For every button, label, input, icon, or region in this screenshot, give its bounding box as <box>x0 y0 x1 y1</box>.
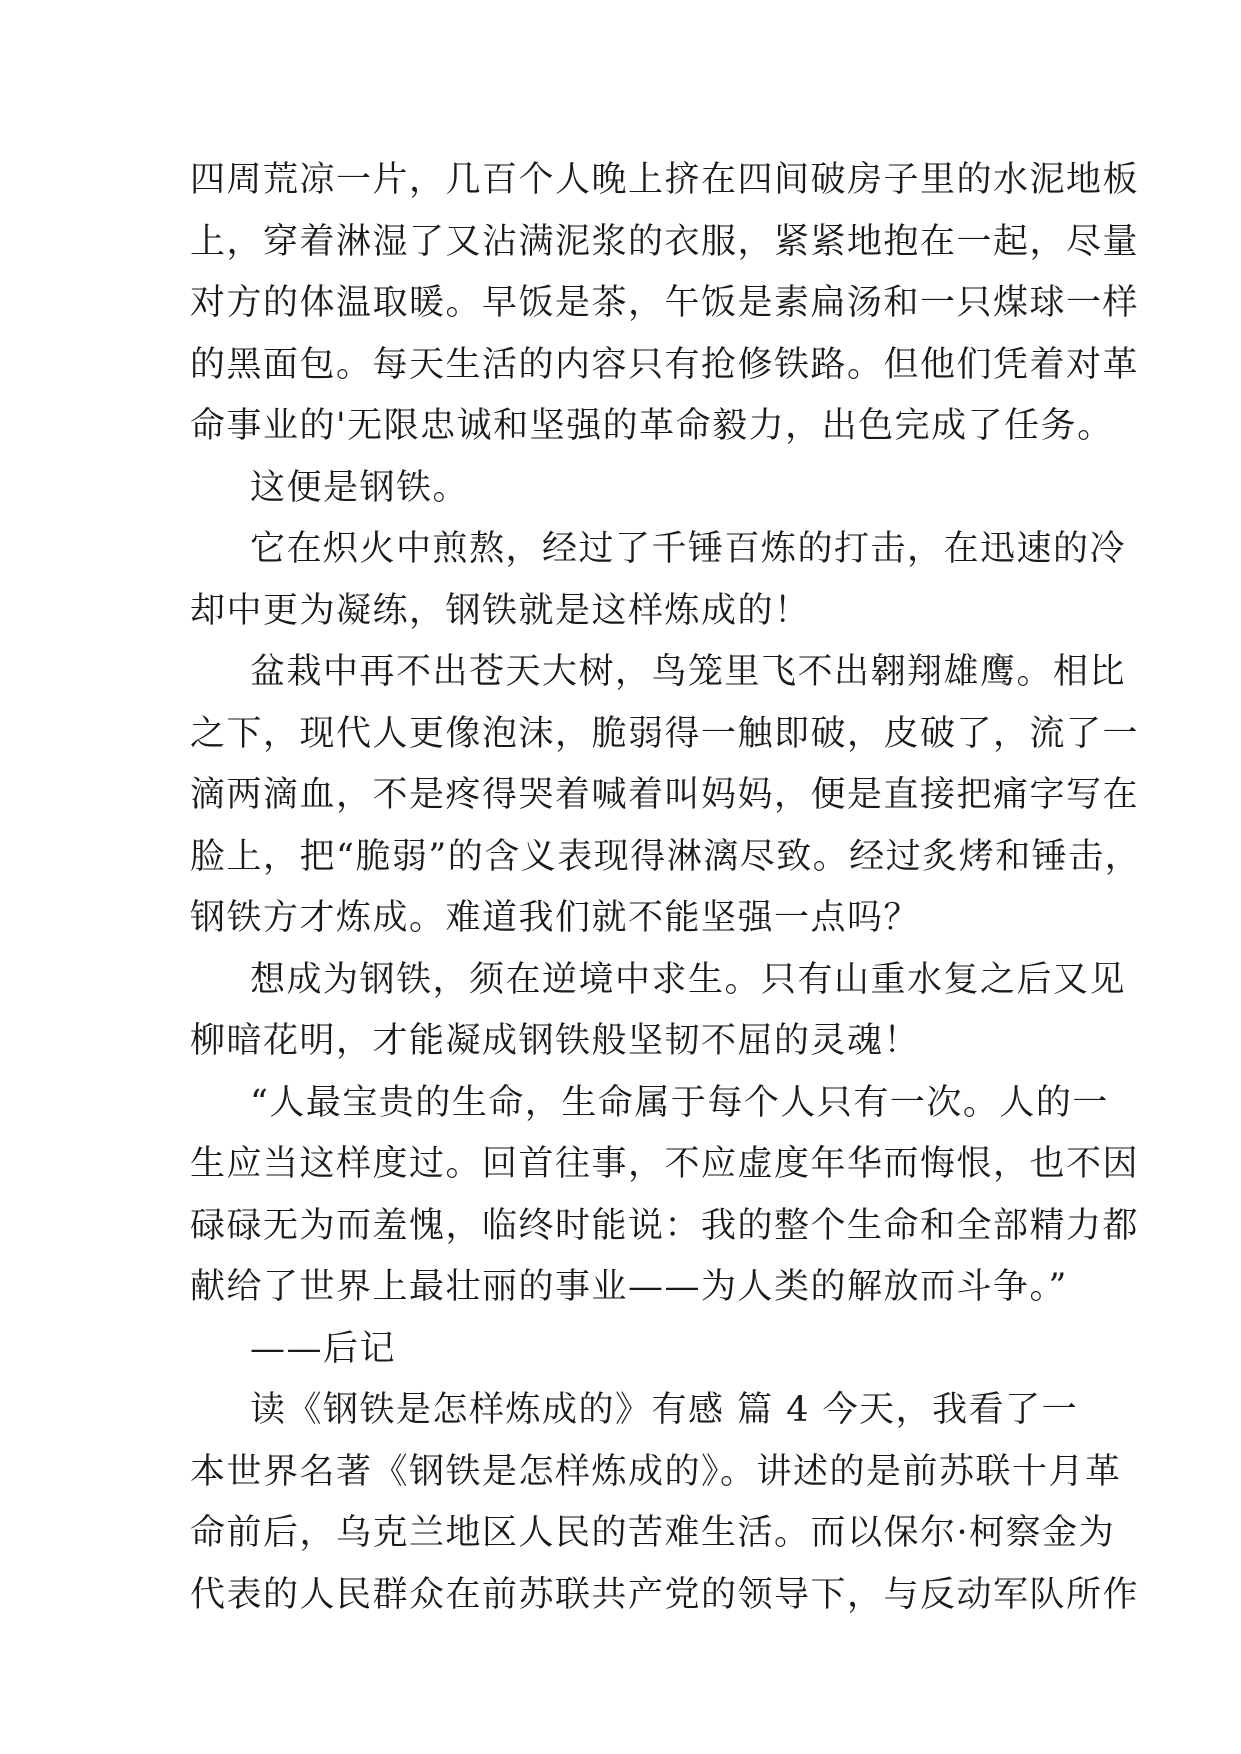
document-body <box>190 150 1142 1626</box>
text-line: 上，穿着淋湿了又沾满泥浆的衣服，紧紧地抱在一起，尽量 <box>190 221 1140 262</box>
text-line: 它在炽火中煎熬，经过了千锤百炼的打击，在迅速的冷 <box>250 529 1127 569</box>
text-line: 本世界名著《钢铁是怎样炼成的》。讲述的是前苏联十月革 <box>190 1451 1122 1492</box>
text-line: 读《钢铁是怎样炼成的》有感 篇 4 今天，我看了一 <box>250 1390 1079 1430</box>
text-line: 命前后，乌克兰地区人民的苦难生活。而以保尔·柯察金为 <box>190 1513 1116 1553</box>
text-line: 四周荒凉一片，几百个人晚上挤在四间破房子里的水泥地板 <box>190 160 1140 200</box>
text-line: 碌碌无为而羞愧，临终时能说：我的整个生命和全部精力都 <box>190 1205 1140 1246</box>
text-line: 生应当这样度过。回首往事，不应虚度年华而悔恨，也不因 <box>190 1144 1140 1184</box>
text-line: ——后记 <box>250 1328 397 1369</box>
text-line: 柳暗花明，才能凝成钢铁般坚韧不屈的灵魂！ <box>190 1021 921 1061</box>
text-line: 代表的人民群众在前苏联共产党的领导下，与反动军队所作 <box>190 1574 1140 1615</box>
text-line: 对方的体温取暖。早饭是茶，午饭是素扁汤和一只煤球一样 <box>190 283 1140 323</box>
text-line: 命事业的'无限忠诚和坚强的革命毅力，出色完成了任务。 <box>190 406 1114 446</box>
text-line: 的黑面包。每天生活的内容只有抢修铁路。但他们凭着对革 <box>190 344 1140 385</box>
text-line: “人最宝贵的生命，生命属于每个人只有一次。人的一 <box>250 1082 1109 1123</box>
text-line: 滴两滴血，不是疼得哭着喊着叫妈妈，便是直接把痛字写在 <box>190 775 1140 815</box>
text-line: 献给了世界上最壮丽的事业——为人类的解放而斗争。” <box>190 1267 1068 1307</box>
text-line: 之下，现代人更像泡沫，脆弱得一触即破，皮破了，流了一 <box>190 713 1140 754</box>
text-line: 盆栽中再不出苍天大树，鸟笼里飞不出翱翔雄鹰。相比 <box>250 652 1127 692</box>
text-line: 却中更为凝练，钢铁就是这样炼成的！ <box>190 590 811 631</box>
text-line: 这便是钢铁。 <box>250 467 470 508</box>
text-line: 钢铁方才炼成。难道我们就不能坚强一点吗？ <box>190 898 921 938</box>
text-line: 想成为钢铁，须在逆境中求生。只有山重水复之后又见 <box>250 959 1127 1000</box>
text-line: 脸上，把“脆弱”的含义表现得淋漓尽致。经过炙烤和锤击， <box>190 836 1142 877</box>
